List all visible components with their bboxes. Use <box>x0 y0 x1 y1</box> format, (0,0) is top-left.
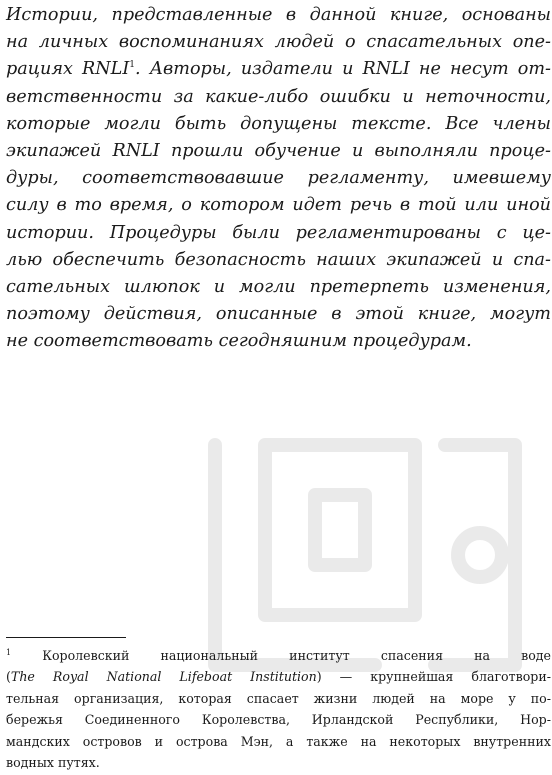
footnote-text: Королевский национальный институт спасения на воде <box>42 648 551 663</box>
footnote-separator <box>6 637 126 638</box>
text-line: поэтому действия, описанные в этой книге, могут <box>6 304 551 325</box>
footnote-line: водных путях. <box>6 755 100 771</box>
main-paragraph <box>6 2 551 356</box>
footnote <box>6 645 551 773</box>
footnote-line <box>6 666 551 687</box>
text-line: Истории, представленные в данной книге, основаны <box>6 5 551 25</box>
text-line: которые могли быть допущены тексте. Все члены <box>6 113 551 134</box>
footnote-line: мандских островов и острова Мэн, а также на некоторых внутренних <box>6 733 551 749</box>
footnote-line: бережья Соединенного Королевства, Ирландской Республики, Нор- <box>6 712 551 728</box>
footnote-marker: 1 <box>6 647 12 657</box>
text-line: силу в то время, о котором идет речь в той или иной <box>6 195 551 216</box>
footnote-line: тельная организация, которая спасает жизни людей на море у по- <box>6 690 551 706</box>
text-fragment: . Авторы, издатели и RNLI не несут от- <box>135 59 551 80</box>
text-line: ветственности за какие-либо ошибки и неточности, <box>6 86 551 107</box>
footnote-line <box>6 645 551 666</box>
footnote-text: ) — крупнейшая благотвори- <box>316 669 551 685</box>
footnote-text: ( <box>6 669 11 685</box>
footnote-reference[interactable]: 1 <box>129 60 136 71</box>
text-line: сательных шлюпок и могли претерпеть изменения, <box>6 277 551 298</box>
text-line <box>6 56 551 83</box>
text-fragment: рациях RNLI <box>6 59 130 80</box>
text-line: дуры, соответствовавшие регламенту, имевшему <box>6 168 551 189</box>
text-line: лью обеспечить безопасность наших экипажей и спа- <box>6 249 551 270</box>
text-line: на личных воспоминаниях людей о спасательных опе- <box>6 32 551 53</box>
text-line: истории. Процедуры были регламентированы с це- <box>6 222 551 243</box>
text-line: экипажей RNLI прошли обучение и выполняли проце- <box>6 141 551 162</box>
text-line: не соответствовать сегодняшним процедурам. <box>6 331 472 352</box>
footnote-italic-title: The Royal National Lifeboat Institution <box>10 669 317 685</box>
